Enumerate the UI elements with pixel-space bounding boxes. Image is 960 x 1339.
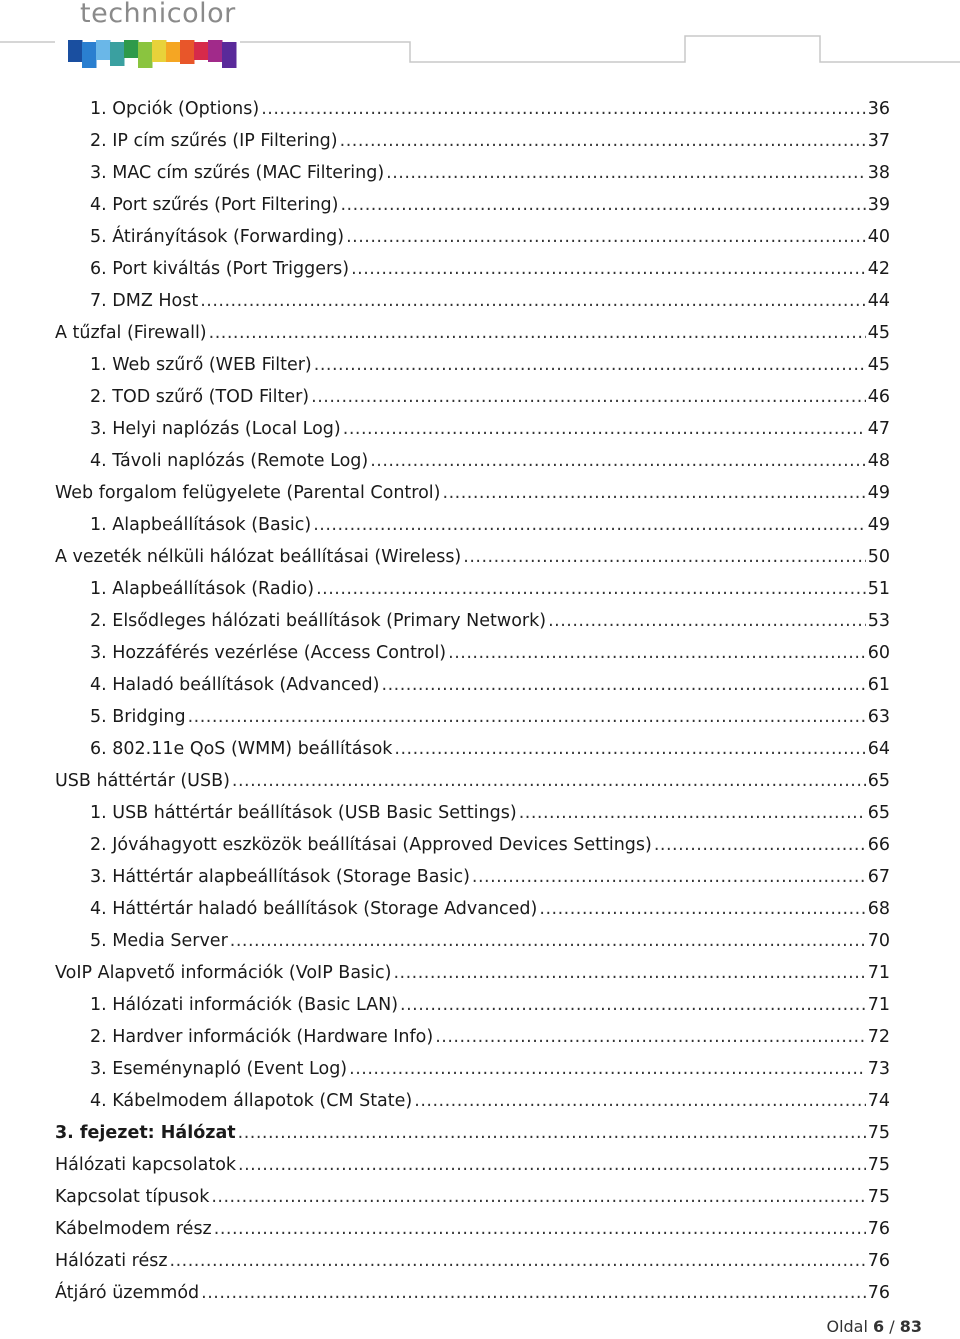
toc-dot-leader <box>349 1053 866 1085</box>
toc-dot-leader <box>519 797 866 829</box>
toc-entry[interactable] <box>90 125 890 157</box>
toc-entry-title: 6. 802.11e QoS (WMM) beállítások <box>90 739 393 759</box>
footer-total-pages: 83 <box>899 1317 922 1336</box>
toc-entry[interactable] <box>90 445 890 477</box>
logo-color-block <box>194 42 209 60</box>
toc-entry-page: 47 <box>867 419 890 439</box>
toc-dot-leader <box>346 221 866 253</box>
toc-dot-leader <box>448 637 866 669</box>
toc-entry[interactable] <box>55 1245 890 1277</box>
logo-color-block <box>82 42 97 68</box>
toc-entry-page: 40 <box>867 227 890 247</box>
logo-color-block <box>68 40 83 62</box>
toc-entry-title: 3. Eseménynapló (Event Log) <box>90 1059 348 1079</box>
toc-entry-title: 1. Opciók (Options) <box>90 99 260 119</box>
toc-entry-title: 2. IP cím szűrés (IP Filtering) <box>90 131 338 151</box>
toc-entry[interactable] <box>90 733 890 765</box>
toc-dot-leader <box>343 413 866 445</box>
logo-color-block <box>110 42 125 66</box>
logo-text: technicolor <box>80 0 236 29</box>
toc-dot-leader <box>316 573 866 605</box>
toc-entry-title: USB háttértár (USB) <box>55 771 230 791</box>
toc-entry-title: 4. Távoli naplózás (Remote Log) <box>90 451 369 471</box>
toc-entry-title: 4. Haladó beállítások (Advanced) <box>90 675 380 695</box>
toc-entry[interactable] <box>90 413 890 445</box>
toc-entry[interactable] <box>90 381 890 413</box>
toc-entry-title: 3. MAC cím szűrés (MAC Filtering) <box>90 163 385 183</box>
toc-entry-title: 6. Port kiváltás (Port Triggers) <box>90 259 350 279</box>
page-footer <box>826 1317 922 1336</box>
toc-entry-page: 42 <box>867 259 890 279</box>
toc-dot-leader <box>314 349 866 381</box>
toc-entry[interactable] <box>90 637 890 669</box>
toc-entry-page: 45 <box>867 323 890 343</box>
toc-entry-page: 65 <box>867 803 890 823</box>
toc-entry-title: VoIP Alapvető információk (VoIP Basic) <box>55 963 392 983</box>
logo-color-bar <box>0 0 260 70</box>
toc-entry-title: 4. Háttértár haladó beállítások (Storage Advanced) <box>90 899 538 919</box>
toc-entry-title: 5. Átirányítások (Forwarding) <box>90 227 345 247</box>
toc-entry[interactable] <box>90 1085 890 1117</box>
toc-entry-title: 3. Helyi naplózás (Local Log) <box>90 419 341 439</box>
toc-entry-page: 53 <box>867 611 890 631</box>
toc-dot-leader <box>435 1021 866 1053</box>
toc-entry-page: 75 <box>867 1187 890 1207</box>
toc-entry-page: 72 <box>867 1027 890 1047</box>
toc-entry-title: Hálózati rész <box>55 1251 168 1271</box>
toc-entry[interactable] <box>55 1149 890 1181</box>
toc-entry-page: 45 <box>867 355 890 375</box>
toc-dot-leader <box>340 125 866 157</box>
toc-entry-page: 68 <box>867 899 890 919</box>
toc-dot-leader <box>188 701 866 733</box>
toc-entry-page: 71 <box>867 995 890 1015</box>
toc-dot-leader <box>313 509 866 541</box>
toc-dot-leader <box>209 317 866 349</box>
toc-dot-leader <box>654 829 866 861</box>
logo-color-block <box>180 40 195 64</box>
toc-dot-leader <box>539 893 865 925</box>
toc-entry-title: Kábelmodem rész <box>55 1219 212 1239</box>
toc-entry-title: 5. Bridging <box>90 707 186 727</box>
toc-dot-leader <box>386 157 866 189</box>
toc-entry-page: 50 <box>867 547 890 567</box>
toc-entry-page: 65 <box>867 771 890 791</box>
toc-entry-title: 4. Port szűrés (Port Filtering) <box>90 195 339 215</box>
toc-entry-title: A vezeték nélküli hálózat beállításai (Wireless) <box>55 547 462 567</box>
toc-entry-page: 75 <box>867 1123 890 1143</box>
toc-dot-leader <box>201 1277 866 1309</box>
toc-entry-title: 2. Hardver információk (Hardware Info) <box>90 1027 434 1047</box>
toc-entry[interactable] <box>90 701 890 733</box>
logo-color-block <box>138 42 153 68</box>
toc-entry[interactable] <box>90 1053 890 1085</box>
toc-entry-title: 1. Alapbeállítások (Radio) <box>90 579 315 599</box>
toc-entry[interactable] <box>90 829 890 861</box>
toc-entry-page: 48 <box>867 451 890 471</box>
logo-color-block <box>152 40 167 62</box>
toc-entry[interactable] <box>55 957 890 989</box>
toc-dot-leader <box>238 1117 866 1149</box>
toc-entry[interactable] <box>90 573 890 605</box>
toc-entry-title: 1. Web szűrő (WEB Filter) <box>90 355 312 375</box>
toc-entry[interactable] <box>55 1181 890 1213</box>
toc-entry[interactable] <box>90 189 890 221</box>
toc-entry-page: 64 <box>867 739 890 759</box>
toc-entry-page: 51 <box>867 579 890 599</box>
toc-entry-page: 67 <box>867 867 890 887</box>
toc-entry[interactable] <box>90 925 890 957</box>
toc-entry-title: A tűzfal (Firewall) <box>55 323 207 343</box>
toc-entry-page: 63 <box>867 707 890 727</box>
toc-entry-page: 36 <box>867 99 890 119</box>
toc-entry-page: 49 <box>867 483 890 503</box>
toc-entry-page: 75 <box>867 1155 890 1175</box>
toc-dot-leader <box>230 925 866 957</box>
toc-entry-page: 76 <box>867 1283 890 1303</box>
toc-dot-leader <box>400 989 866 1021</box>
toc-entry[interactable] <box>90 989 890 1021</box>
toc-entry-page: 66 <box>867 835 890 855</box>
toc-entry-page: 61 <box>867 675 890 695</box>
toc-entry-title: 1. USB háttértár beállítások (USB Basic Settings) <box>90 803 517 823</box>
toc-dot-leader <box>548 605 866 637</box>
toc-entry[interactable] <box>90 797 890 829</box>
toc-dot-leader <box>238 1149 866 1181</box>
toc-entry[interactable] <box>55 477 890 509</box>
toc-entry-title: Hálózati kapcsolatok <box>55 1155 237 1175</box>
toc-entry-title: 3. fejezet: Hálózat <box>55 1123 236 1143</box>
toc-entry[interactable] <box>90 253 890 285</box>
footer-separator: / <box>889 1317 895 1336</box>
toc-entry-page: 46 <box>867 387 890 407</box>
toc-entry-page: 60 <box>867 643 890 663</box>
toc-entry-page: 73 <box>867 1059 890 1079</box>
toc-dot-leader <box>463 541 865 573</box>
toc-entry[interactable] <box>55 317 890 349</box>
toc-entry[interactable] <box>90 1021 890 1053</box>
toc-entry-title: Kapcsolat típusok <box>55 1187 210 1207</box>
toc-dot-leader <box>351 253 866 285</box>
toc-dot-leader <box>340 189 865 221</box>
footer-current-page: 6 <box>873 1317 885 1336</box>
toc-entry[interactable] <box>55 1117 890 1149</box>
toc-dot-leader <box>443 477 866 509</box>
toc-entry-title: Web forgalom felügyelete (Parental Control) <box>55 483 441 503</box>
toc-entry-page: 37 <box>867 131 890 151</box>
toc-entry[interactable] <box>90 893 890 925</box>
toc-entry-title: 2. TOD szűrő (TOD Filter) <box>90 387 310 407</box>
toc-entry[interactable] <box>90 509 890 541</box>
toc-entry-title: 1. Alapbeállítások (Basic) <box>90 515 312 535</box>
toc-dot-leader <box>232 765 866 797</box>
toc-entry-title: 7. DMZ Host <box>90 291 199 311</box>
toc-entry-title: 5. Media Server <box>90 931 228 951</box>
toc-entry-page: 74 <box>867 1091 890 1111</box>
page-header <box>0 0 960 80</box>
toc-entry[interactable] <box>55 541 890 573</box>
toc-entry[interactable] <box>90 93 890 125</box>
toc-entry-page: 70 <box>867 931 890 951</box>
toc-entry-title: 2. Elsődleges hálózati beállítások (Primary Network) <box>90 611 547 631</box>
toc-entry[interactable] <box>55 1213 890 1245</box>
toc-dot-leader <box>200 285 865 317</box>
toc-entry-page: 38 <box>867 163 890 183</box>
toc-entry-title: Átjáró üzemmód <box>55 1283 200 1303</box>
toc-entry-page: 76 <box>867 1251 890 1271</box>
logo-color-block <box>208 40 223 62</box>
toc-entry[interactable] <box>90 221 890 253</box>
toc-entry[interactable] <box>90 157 890 189</box>
toc-dot-leader <box>393 957 865 989</box>
toc-entry-title: 3. Hozzáférés vezérlése (Access Control) <box>90 643 447 663</box>
toc-entry-title: 1. Hálózati információk (Basic LAN) <box>90 995 399 1015</box>
toc-entry[interactable] <box>90 605 890 637</box>
toc-entry-page: 76 <box>867 1219 890 1239</box>
toc-entry[interactable] <box>90 349 890 381</box>
toc-dot-leader <box>211 1181 865 1213</box>
toc-dot-leader <box>382 669 866 701</box>
toc-entry[interactable] <box>90 285 890 317</box>
toc-dot-leader <box>370 445 866 477</box>
logo-color-block <box>124 40 139 58</box>
logo-color-block <box>96 40 111 60</box>
toc-dot-leader <box>394 733 865 765</box>
toc-dot-leader <box>261 93 866 125</box>
toc-entry[interactable] <box>55 1277 890 1309</box>
toc-dot-leader <box>214 1213 866 1245</box>
toc-entry-page: 39 <box>867 195 890 215</box>
logo-color-block <box>166 42 181 62</box>
toc-entry-title: 3. Háttértár alapbeállítások (Storage Basic) <box>90 867 470 887</box>
toc-entry[interactable] <box>90 861 890 893</box>
toc-entry-page: 49 <box>867 515 890 535</box>
toc-dot-leader <box>311 381 866 413</box>
toc-dot-leader <box>414 1085 865 1117</box>
toc-entry-page: 71 <box>867 963 890 983</box>
toc-dot-leader <box>472 861 866 893</box>
footer-label: Oldal <box>826 1317 868 1336</box>
toc-entry-title: 4. Kábelmodem állapotok (CM State) <box>90 1091 413 1111</box>
toc-dot-leader <box>170 1245 866 1277</box>
toc-entry-page: 44 <box>867 291 890 311</box>
logo-color-block <box>222 42 237 68</box>
toc-entry[interactable] <box>90 669 890 701</box>
toc-entry-title: 2. Jóváhagyott eszközök beállításai (Approved Devices Settings) <box>90 835 652 855</box>
toc-entry[interactable] <box>55 765 890 797</box>
